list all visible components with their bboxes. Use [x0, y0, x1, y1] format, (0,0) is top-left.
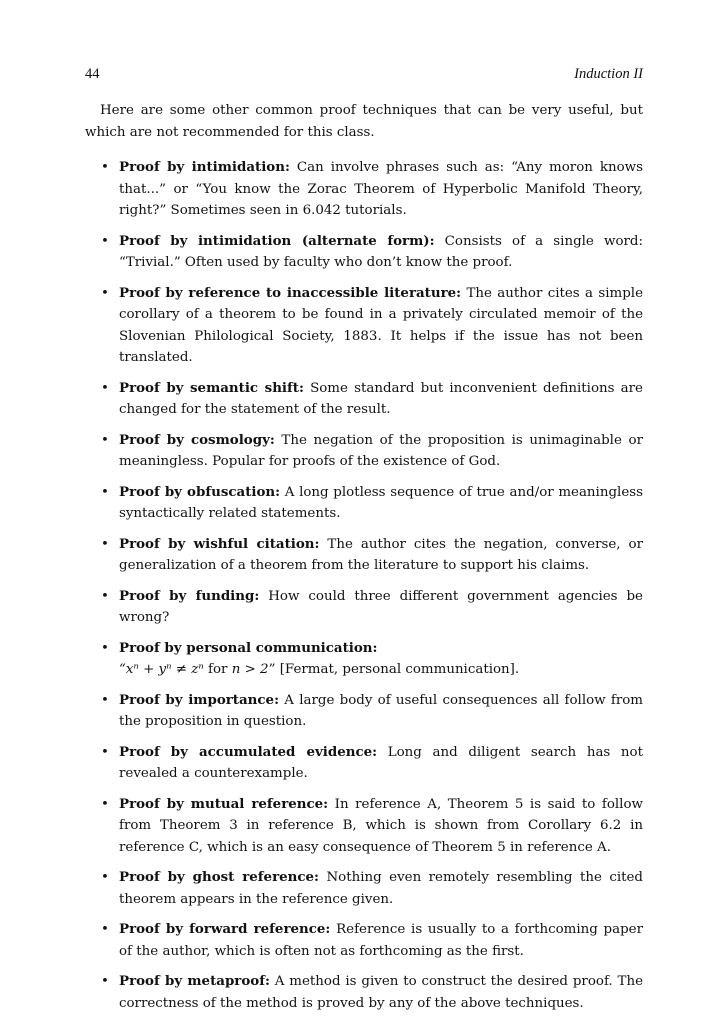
list-item: [85, 430, 643, 473]
list-item: [85, 742, 643, 785]
list-item: [85, 638, 643, 681]
technique-description: Nothing even remotely resembling the cited theorem appears in the reference given.: [119, 870, 643, 907]
technique-term: Proof by forward reference:: [119, 921, 331, 938]
bullet: •: [101, 380, 109, 396]
bullet: •: [101, 588, 109, 604]
bullet: •: [101, 692, 109, 708]
bullet: •: [101, 870, 109, 886]
fermat-condition: n > 2: [231, 662, 269, 678]
technique-term: Proof by semantic shift:: [119, 379, 304, 396]
bullet: •: [101, 640, 109, 656]
technique-description: How could three different government agencies be wrong?: [119, 588, 643, 626]
technique-term: Proof by importance:: [119, 691, 280, 708]
bullet: •: [101, 974, 109, 990]
list-item: [85, 794, 643, 859]
technique-description: A method is given to construct the desired proof. The correctness of the method is proved by any of the above techniques.: [119, 974, 644, 1011]
technique-term: Proof by obfuscation:: [119, 483, 281, 500]
list-item: [85, 690, 643, 733]
chapter-title: Induction II: [574, 66, 643, 82]
technique-term: Proof by wishful citation:: [119, 535, 320, 552]
page-number: 44: [85, 66, 100, 82]
technique-term: Proof by intimidation (alternate form):: [119, 232, 435, 249]
bullet: •: [101, 744, 109, 760]
technique-term: Proof by personal communication:: [119, 639, 378, 656]
list-item: [85, 867, 643, 910]
technique-term: Proof by ghost reference:: [119, 869, 319, 886]
list-item: [85, 971, 643, 1014]
list-item: [85, 231, 643, 274]
technique-term: Proof by cosmology:: [119, 431, 275, 448]
technique-description: Some standard but inconvenient definitions are changed for the statement of the result.: [119, 380, 643, 418]
running-head: [85, 66, 643, 86]
bullet: •: [101, 484, 109, 500]
fermat-formula: “xⁿ + yⁿ ≠ zⁿ: [119, 662, 204, 678]
bullet: •: [101, 922, 109, 938]
technique-description: In reference A, Theorem 5 is said to follow from Theorem 3 in reference B, which is shown from Corollary 6.2 in reference C, which is an easy consequence of Theorem 5 in reference A.: [119, 796, 643, 855]
list-item: [85, 283, 643, 369]
list-item: [85, 482, 643, 525]
technique-term: Proof by intimidation:: [119, 159, 290, 176]
technique-description: The author cites the negation, converse, or generalization of a theorem from the literature to support his claims.: [119, 536, 643, 574]
list-item: [85, 534, 643, 577]
technique-term: Proof by metaproof:: [119, 973, 270, 990]
document-page: [85, 66, 643, 1023]
technique-description: A large body of useful consequences all follow from the proposition in question.: [119, 692, 643, 730]
list-item: [85, 378, 643, 421]
list-item: [85, 157, 643, 222]
fermat-connector: for: [203, 662, 232, 678]
technique-description: Reference is usually to a forthcoming paper of the author, which is often not as forthcoming as the first.: [119, 922, 643, 959]
technique-term: Proof by accumulated evidence:: [119, 743, 378, 760]
bullet: •: [101, 796, 109, 812]
bullet: •: [101, 536, 109, 552]
fermat-citation: ” [Fermat, personal communication].: [268, 662, 520, 678]
technique-term: Proof by mutual reference:: [119, 795, 329, 812]
technique-description: The negation of the proposition is unimaginable or meaningless. Popular for proofs of the existence of God.: [119, 432, 643, 470]
list-item: [85, 919, 643, 962]
technique-description: A long plotless sequence of true and/or meaningless syntactically related statements.: [119, 484, 643, 522]
bullet: •: [101, 233, 109, 249]
technique-term: Proof by funding:: [119, 587, 260, 604]
bullet: •: [101, 285, 109, 301]
bullet: •: [101, 432, 109, 448]
technique-term: Proof by reference to inaccessible literature:: [119, 284, 462, 301]
technique-description: Consists of a single word: “Trivial.” Often used by faculty who don’t know the proof.: [119, 233, 643, 271]
technique-description: The author cites a simple corollary of a theorem to be found in a privately circulated memoir of the Slovenian Philological Society, 1883. It helps if the issue has not been translated.: [119, 285, 643, 366]
technique-description: Long and diligent search has not revealed a counterexample.: [119, 744, 643, 782]
list-item: [85, 586, 643, 629]
intro-paragraph: Here are some other common proof techniques that can be very useful, but which are not recommended for this class.: [85, 103, 643, 140]
technique-list: [85, 157, 643, 1014]
technique-description: Can involve phrases such as: “Any moron knows that...” or “You know the Zorac Theorem of Hyperbolic Manifold Theory, right?” Sometimes seen in 6.042 tutorials.: [119, 160, 643, 219]
bullet: •: [101, 160, 109, 176]
